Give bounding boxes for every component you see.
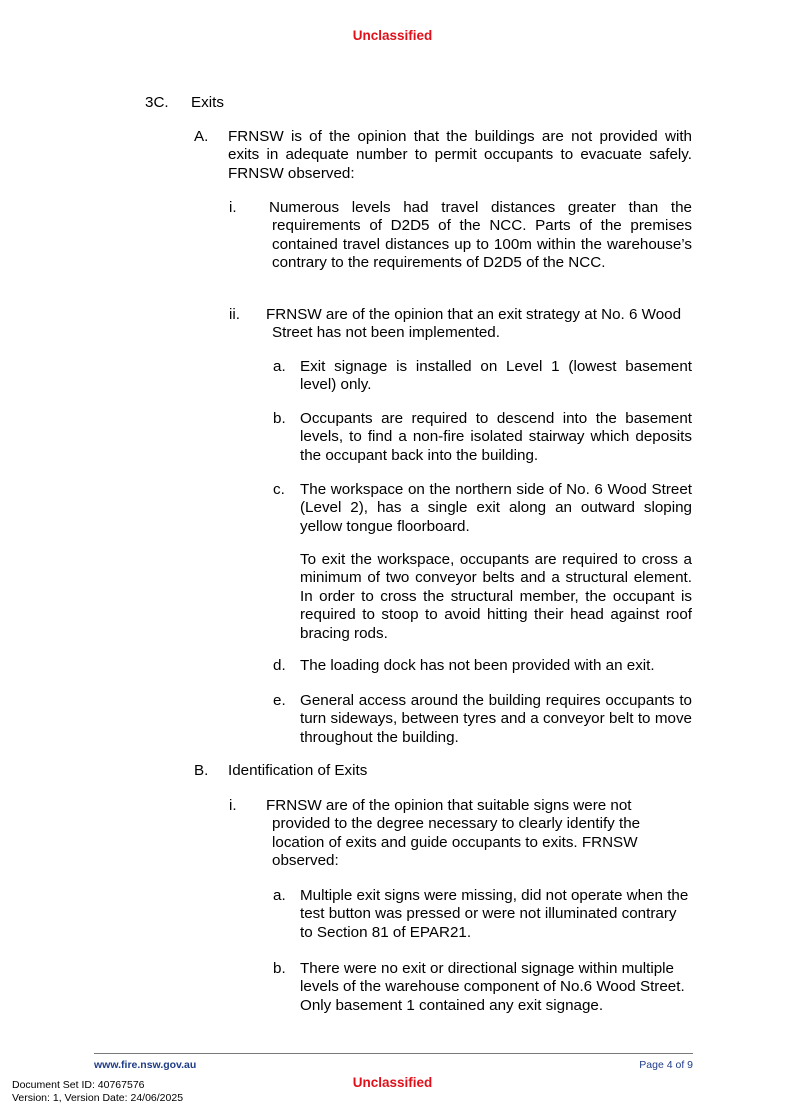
classification-footer: Unclassified <box>352 1075 433 1090</box>
subitem-a-ii-d-marker: d. <box>273 657 286 674</box>
subitem-a-ii-e <box>273 692 692 747</box>
item-b-i <box>229 797 692 871</box>
document-version: Version: 1, Version Date: 24/06/2025 <box>12 1092 184 1104</box>
subitem-a-ii-e-text: General access around the building requires occupants to turn sideways, between tyres and a conveyor belt to move throughout the building. <box>300 692 692 746</box>
subitem-a-ii-a-marker: a. <box>273 358 286 375</box>
item-a-ii-text: FRNSW are of the opinion that an exit strategy at No. 6 Wood Street has not been implemented. <box>266 306 682 342</box>
subitem-a-ii-a <box>273 358 692 395</box>
subitem-a-ii-c-continuation-text: To exit the workspace, occupants are required to cross a minimum of two conveyor belts and a structural element. In order to cross the structural member, the occupant is required to stoop to avoid hitting their head against roof bracing rods. <box>300 551 692 642</box>
subitem-a-ii-b-text: Occupants are required to descend into the basement levels, to find a non-fire isolated stairway which deposits the occupant back into the building. <box>300 410 692 464</box>
subitem-a-ii-b <box>273 410 692 465</box>
subitem-a-ii-a-text: Exit signage is installed on Level 1 (lowest basement level) only. <box>300 358 692 394</box>
paragraph-b <box>194 762 692 780</box>
paragraph-b-marker: B. <box>194 762 209 779</box>
item-a-ii-marker: ii. <box>229 306 240 323</box>
section-number: 3C. <box>145 94 169 111</box>
subitem-a-ii-d <box>273 657 692 675</box>
subitem-b-i-b-text: There were no exit or directional signage within multiple levels of the warehouse component of No.6 Wood Street. Only basement 1 contained any exit signage. <box>300 960 685 1014</box>
item-a-i <box>229 199 692 273</box>
item-b-i-marker: i. <box>229 797 237 814</box>
section-title: Exits <box>191 94 224 111</box>
item-a-ii <box>229 306 692 343</box>
paragraph-b-text: Identification of Exits <box>228 762 368 779</box>
paragraph-a-marker: A. <box>194 128 209 145</box>
subitem-a-ii-c <box>273 481 692 536</box>
paragraph-a <box>194 128 692 183</box>
subitem-a-ii-d-text: The loading dock has not been provided with an exit. <box>300 657 655 674</box>
subitem-a-ii-e-marker: e. <box>273 692 286 709</box>
subitem-a-ii-c-marker: c. <box>273 481 285 498</box>
subitem-a-ii-b-marker: b. <box>273 410 286 427</box>
item-b-i-text: FRNSW are of the opinion that suitable signs were not provided to the degree necessary to clearly identify the location of exits and guide occupants to exits. FRNSW observed: <box>266 797 641 870</box>
classification-header: Unclassified <box>352 28 433 43</box>
document-set-id: Document Set ID: 40767576 <box>12 1079 145 1091</box>
footer-website-link[interactable]: www.fire.nsw.gov.au <box>94 1059 197 1071</box>
subitem-b-i-b <box>273 960 692 1015</box>
subitem-a-ii-c-text: The workspace on the northern side of No. 6 Wood Street (Level 2), has a single exit along an outward sloping yellow tongue floorboard. <box>300 481 692 535</box>
subitem-b-i-a-marker: a. <box>273 887 286 904</box>
paragraph-a-text: FRNSW is of the opinion that the buildings are not provided with exits in adequate number to permit occupants to evacuate safely. FRNSW observed: <box>228 128 692 182</box>
footer-page-number: Page 4 of 9 <box>639 1059 693 1071</box>
subitem-b-i-a-text: Multiple exit signs were missing, did not operate when the test button was pressed or were not illuminated contrary to Section 81 of EPAR21. <box>300 887 689 941</box>
footer-divider <box>94 1053 693 1054</box>
item-a-i-marker: i. <box>229 199 237 216</box>
item-a-i-text: Numerous levels had travel distances greater than the requirements of D2D5 of the NCC. Parts of the premises contained travel distances up to 100m within the warehouse’s contrary to the requirements of D2D5 of the NCC. <box>269 199 692 272</box>
subitem-b-i-b-marker: b. <box>273 960 286 977</box>
subitem-a-ii-c-continuation <box>273 551 692 643</box>
subitem-b-i-a <box>273 887 692 942</box>
